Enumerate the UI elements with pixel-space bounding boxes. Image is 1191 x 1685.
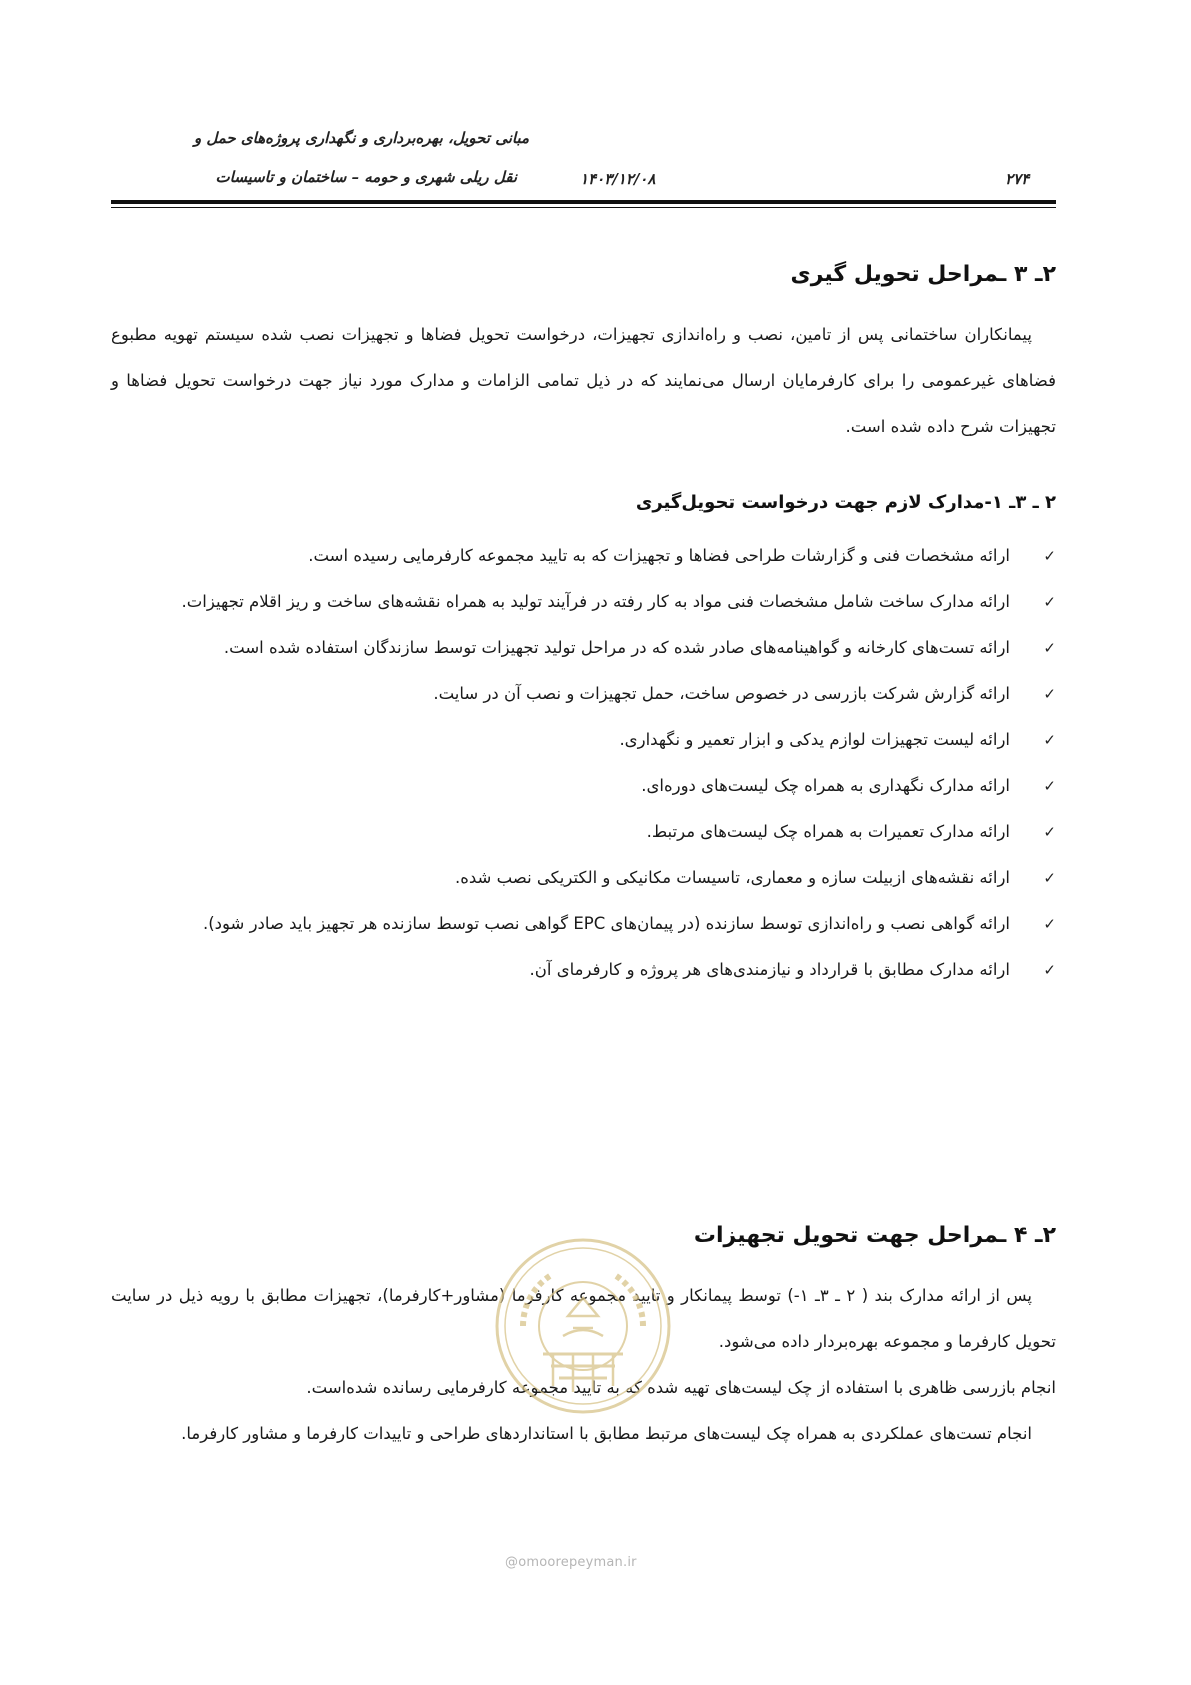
header-title-line-1: مبانی تحویل، بهره‌برداری و نگهداری پروژه‌های حمل و xyxy=(193,129,529,147)
checkmark-icon: ✓ xyxy=(1043,685,1056,703)
section-2-4-intro: پس از ارائه مدارک بند ( ۲ ـ ۳ـ ۱-) توسط پیمانکار و تایید مجموعه کارفرما (مشاور+کارفرما)، تجهیزات مطابق با رویه ذیل در سایت تحویل کارفرما و مجموعه بهره‌بردار داده می‌شود. xyxy=(111,1286,1056,1351)
header-rule-thick xyxy=(111,200,1056,204)
list-item-text: ارائه مشخصات فنی و گزارشات طراحی فضاها و تجهیزات که به تایید مجموعه کارفرمایی رسیده است. xyxy=(308,546,1010,565)
list-item xyxy=(111,579,1056,625)
procedure-line-2: انجام تست‌های عملکردی به همراه چک لیست‌های مرتبط مطابق با استانداردهای طراحی و تاییدات کارفرما و مشاور کارفرما. xyxy=(181,1424,1032,1443)
list-item xyxy=(111,763,1056,809)
header-title-line-2: نقل ریلی شهری و حومه – ساختمان و تاسیسات xyxy=(215,168,517,186)
checkmark-icon: ✓ xyxy=(1043,639,1056,657)
checkmark-icon: ✓ xyxy=(1043,915,1056,933)
checkmark-icon: ✓ xyxy=(1043,593,1056,611)
list-item-text: ارائه مدارک تعمیرات به همراه چک لیست‌های مرتبط. xyxy=(646,822,1010,841)
list-item xyxy=(111,809,1056,855)
sub-heading-2-3-1: ۲ ـ ۳ـ ۱-مدارک لازم جهت درخواست تحویل‌گیری xyxy=(635,492,1056,513)
list-item xyxy=(111,625,1056,671)
checkmark-icon: ✓ xyxy=(1043,547,1056,565)
list-item-text: ارائه گزارش شرکت بازرسی در خصوص ساخت، حمل تجهیزات و نصب آن در سایت. xyxy=(433,684,1010,703)
section-heading-2-3: ۲ـ ۳ ـمراحل تحویل گیری xyxy=(790,262,1056,287)
checkmark-icon: ✓ xyxy=(1043,777,1056,795)
procedure-line-1: انجام بازرسی ظاهری با استفاده از چک لیست‌های تهیه شده که به تایید مجموعه کارفرمایی رسانده شده‌است. xyxy=(306,1378,1056,1397)
list-item xyxy=(111,533,1056,579)
header-rule-thin xyxy=(111,207,1056,208)
list-item-text: ارائه نقشه‌های ازبیلت سازه و معماری، تاسیسات مکانیکی و الکتریکی نصب شده. xyxy=(454,868,1010,887)
list-item xyxy=(111,855,1056,901)
list-item xyxy=(111,947,1056,993)
list-item xyxy=(111,671,1056,717)
section-2-3-intro: پیمانکاران ساختمانی پس از تامین، نصب و راه‌اندازی تجهیزات، درخواست تحویل فضاها و تجهیزات نصب شده سیستم تهویه مطبوع فضاهای غیرعمومی را برای کارفرمایان ارسال می‌نمایند که در ذیل تمامی الزامات و مدارک مورد نیاز جهت درخواست تحویل فضاها و تجهیزات شرح داده شده است. xyxy=(111,325,1056,436)
list-item-text: ارائه مدارک نگهداری به همراه چک لیست‌های دوره‌ای. xyxy=(641,776,1010,795)
page-number: ۲۷۴ xyxy=(1005,170,1030,188)
list-item-text: ارائه لیست تجهیزات لوازم یدکی و ابزار تعمیر و نگهداری. xyxy=(619,730,1010,749)
section-heading-2-4: ۲ـ ۴ ـمراحل جهت تحویل تجهیزات xyxy=(693,1223,1056,1248)
list-item-text: ارائه تست‌های کارخانه و گواهینامه‌های صادر شده که در مراحل تولید تجهیزات توسط سازندگان استفاده شده است. xyxy=(223,638,1010,657)
list-item xyxy=(111,717,1056,763)
list-item xyxy=(111,901,1056,947)
list-item-text: ارائه مدارک مطابق با قرارداد و نیازمندی‌های هر پروژه و کارفرمای آن. xyxy=(529,960,1010,979)
watermark-url: @omoorepeyman.ir xyxy=(505,1555,637,1570)
checkmark-icon: ✓ xyxy=(1043,869,1056,887)
watermark-seal xyxy=(493,1236,673,1416)
required-documents-list xyxy=(111,533,1056,993)
list-item-text: ارائه گواهی نصب و راه‌اندازی توسط سازنده (در پیمان‌های EPC گواهی نصب توسط سازنده هر تجهیز باید صادر شود). xyxy=(202,914,1010,933)
list-item-text: ارائه مدارک ساخت شامل مشخصات فنی مواد به کار رفته در فرآیند تولید به همراه نقشه‌های ساخت و ریز اقلام تجهیزات. xyxy=(181,592,1010,611)
checkmark-icon: ✓ xyxy=(1043,961,1056,979)
header-date: ۱۴۰۳/۱۲/۰۸ xyxy=(580,170,656,188)
checkmark-icon: ✓ xyxy=(1043,823,1056,841)
checkmark-icon: ✓ xyxy=(1043,731,1056,749)
